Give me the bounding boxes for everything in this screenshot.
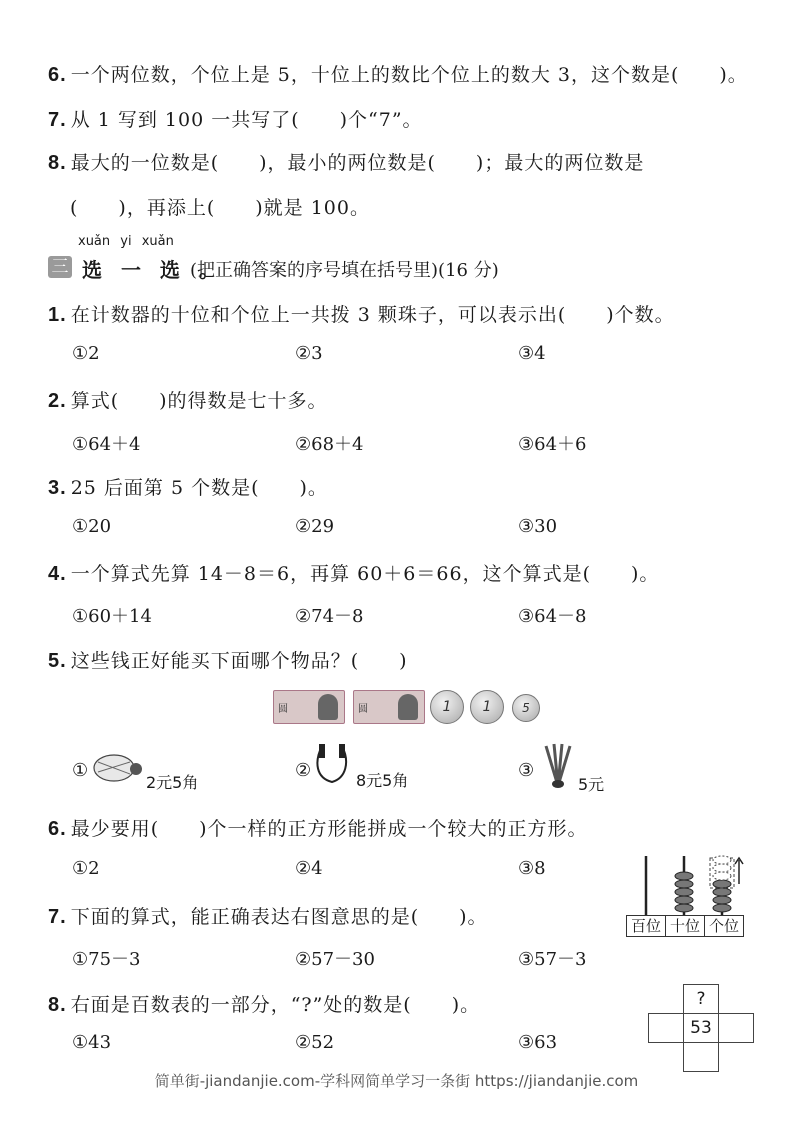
q1-option-1[interactable]: ①2 bbox=[72, 343, 100, 364]
q4-option-2[interactable]: ②74－8 bbox=[295, 606, 364, 627]
q5-price-3: 5元 bbox=[578, 775, 605, 794]
q4-option-3[interactable]: ③64－8 bbox=[518, 606, 587, 627]
choice-question-3: 3. 25 后面第 5 个数是( )。 bbox=[48, 477, 328, 499]
q7-option-1[interactable]: ①75－3 bbox=[72, 949, 141, 970]
hundred-chart-center-cell: 53 bbox=[683, 1013, 719, 1043]
q5-option-1[interactable]: ① bbox=[72, 760, 89, 781]
hundred-chart-cell-right bbox=[718, 1013, 754, 1043]
abacus-label-ones: 个位 bbox=[704, 915, 744, 937]
abacus-label-tens: 十位 bbox=[665, 915, 705, 937]
q4-option-1[interactable]: ①60＋14 bbox=[72, 606, 152, 627]
hundred-chart-cell-bottom bbox=[683, 1042, 719, 1072]
section-number-badge: 三 bbox=[48, 256, 72, 278]
portrait-icon bbox=[398, 694, 418, 720]
q6-option-3[interactable]: ③8 bbox=[518, 858, 546, 879]
choice-question-7: 7. 下面的算式，能正确表达右图意思的是( )。 bbox=[48, 906, 488, 928]
abacus-diagram bbox=[626, 850, 746, 916]
choice-question-5: 5. 这些钱正好能买下面哪个物品？( ) bbox=[48, 650, 408, 672]
q5-price-1: 2元5角 bbox=[146, 773, 199, 792]
question-6: 6. 一个两位数，个位上是 5，十位上的数比个位上的数大 3，这个数是( )。 bbox=[48, 64, 748, 86]
q7-option-2[interactable]: ②57－30 bbox=[295, 949, 375, 970]
q6-option-1[interactable]: ①2 bbox=[72, 858, 100, 879]
q3-option-1[interactable]: ①20 bbox=[72, 516, 112, 537]
section-instructions: (把正确答案的序号填在括号里)(16 分) bbox=[190, 260, 499, 281]
q5-option-2[interactable]: ② bbox=[295, 760, 312, 781]
question-8: 8. 最大的一位数是( )，最小的两位数是( )；最大的两位数是 bbox=[48, 152, 645, 174]
banknote-1-yuan: 圆 bbox=[353, 690, 425, 724]
choice-question-8: 8. 右面是百数表的一部分，“?”处的数是( )。 bbox=[48, 994, 481, 1016]
choice-question-6: 6. 最少要用( )个一样的正方形能拼成一个较大的正方形。 bbox=[48, 818, 588, 840]
q2-option-1[interactable]: ①64＋4 bbox=[72, 434, 141, 455]
q1-option-3[interactable]: ③4 bbox=[518, 343, 546, 364]
q5-option-3[interactable]: ③ bbox=[518, 760, 535, 781]
q8-option-3[interactable]: ③63 bbox=[518, 1032, 558, 1053]
banknote-5-yuan: 圆 bbox=[273, 690, 345, 724]
coin-5-jiao: 5 bbox=[512, 694, 540, 722]
q8-option-1[interactable]: ①43 bbox=[72, 1032, 112, 1053]
q1-option-2[interactable]: ②3 bbox=[295, 343, 323, 364]
choice-question-4: 4. 一个算式先算 14－8＝6，再算 60＋6＝66，这个算式是( )。 bbox=[48, 563, 660, 585]
q3-option-2[interactable]: ②29 bbox=[295, 516, 335, 537]
section-title: 选 一 选 。 bbox=[82, 258, 225, 282]
q5-price-2: 8元5角 bbox=[356, 771, 409, 790]
q6-option-2[interactable]: ②4 bbox=[295, 858, 323, 879]
q8-option-2[interactable]: ②52 bbox=[295, 1032, 335, 1053]
question-8-continued: ( )，再添上( )就是 100。 bbox=[70, 197, 370, 219]
coin-1-yuan: 1 bbox=[430, 690, 464, 724]
q7-option-3[interactable]: ③57－3 bbox=[518, 949, 587, 970]
q2-option-3[interactable]: ③64＋6 bbox=[518, 434, 587, 455]
section-pinyin: xuǎn yi xuǎn bbox=[78, 234, 174, 249]
question-7: 7. 从 1 写到 100 一共写了( )个“7”。 bbox=[48, 109, 423, 131]
choice-question-1: 1. 在计数器的十位和个位上一共拨 3 颗珠子，可以表示出( )个数。 bbox=[48, 304, 675, 326]
jump-rope-icon bbox=[312, 742, 352, 790]
shuttlecock-feather-icon bbox=[538, 740, 578, 790]
portrait-icon bbox=[318, 694, 338, 720]
footer-watermark: 简单街-jiandanjie.com-学科网简单学习一条街 https://jiandanjie.com bbox=[154, 1072, 639, 1090]
abacus-label-hundreds: 百位 bbox=[626, 915, 666, 937]
hundred-chart-cell-left bbox=[648, 1013, 684, 1043]
hundred-chart-question-cell: ? bbox=[683, 984, 719, 1014]
coin-1-yuan: 1 bbox=[470, 690, 504, 724]
q3-option-3[interactable]: ③30 bbox=[518, 516, 558, 537]
shuttlecock-icon bbox=[92, 748, 144, 788]
choice-question-2: 2. 算式( )的得数是七十多。 bbox=[48, 390, 328, 412]
q2-option-2[interactable]: ②68＋4 bbox=[295, 434, 364, 455]
